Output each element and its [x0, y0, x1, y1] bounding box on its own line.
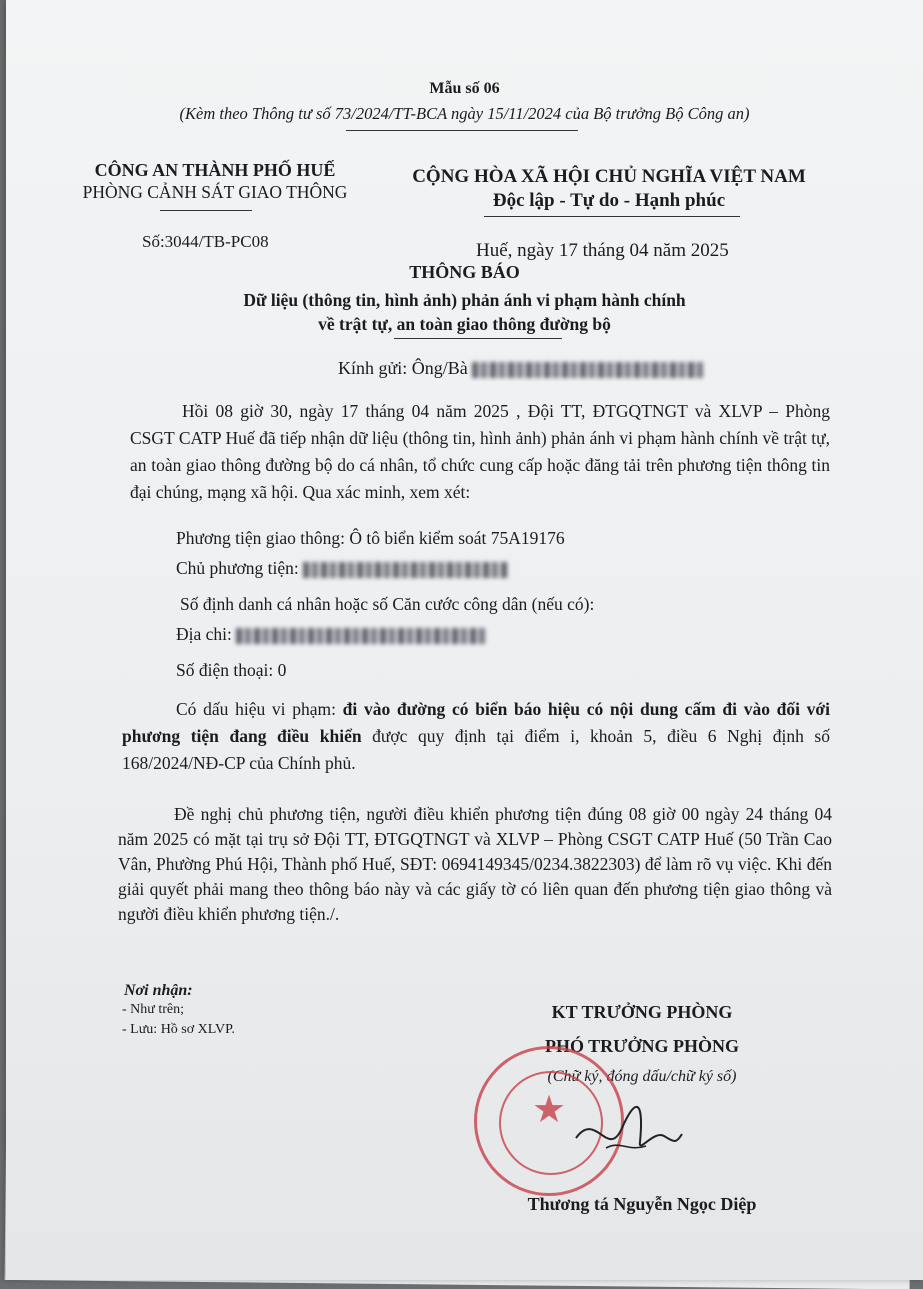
- id-field: Số định danh cá nhân hoặc số Căn cước công dân (nếu có):: [180, 594, 595, 614]
- redacted-name: [472, 362, 704, 378]
- notice-subtitle-2: về trật tự, an toàn giao thông đường bộ: [318, 314, 611, 334]
- document-number: Số:3044/TB-PC08: [142, 232, 269, 251]
- notice-subtitle-1: Dữ liệu (thông tin, hình ảnh) phản ánh vi phạm hành chính: [243, 290, 686, 310]
- form-number: Mẫu số 06: [429, 80, 500, 97]
- document-page: [6, 0, 923, 1280]
- signature-note: (Chữ ký, đóng dấu/chữ ký số): [547, 1068, 737, 1085]
- receiver-item: - Lưu: Hồ sơ XLVP.: [122, 1022, 235, 1037]
- vehicle-field: Phương tiện giao thông: Ô tô biển kiểm soát 75A19176: [176, 528, 565, 548]
- form-attached: (Kèm theo Thông tư số 73/2024/TT-BCA ngày 15/11/2024 của Bộ trưởng Bộ Công an): [179, 104, 750, 123]
- signature-title-1: KT TRƯỞNG PHÒNG: [551, 1002, 733, 1022]
- owner-field: [176, 558, 508, 579]
- owner-label: Chủ phương tiện:: [176, 558, 299, 578]
- violation-suffix: được quy định tại điểm i, khoản 5, điều 6 Nghị định số 168/2024/NĐ-CP của Chính phủ.: [122, 726, 830, 773]
- recipient-line: [338, 358, 704, 379]
- address-label: Địa chi:: [176, 624, 232, 644]
- violation-paragraph: [122, 696, 830, 777]
- signer-name: Thương tá Nguyễn Ngọc Diệp: [527, 1194, 757, 1214]
- request-paragraph: Đề nghị chủ phương tiện, người điều khiển phương tiện đúng 08 giờ 00 ngày 24 tháng 04 năm 2025 có mặt tại trụ sở Đội TT, ĐTGQTNGT và XLVP – Phòng CSGT CATP Huế (50 Trần Cao Vân, Phường Phú Hội, Thành phố Huế, SĐT: 0694149345/0234.3822303) để làm rõ vụ việc. Khi đến giải quyết phải mang theo thông báo này và các giấy tờ có liên quan đến phương tiện giao thông và người điều khiển phương tiện./.: [118, 804, 832, 924]
- handwritten-signature: [566, 1090, 686, 1170]
- motto-underline: [484, 216, 740, 217]
- phone-field: Số điện thoại: 0: [176, 660, 287, 680]
- receivers-heading: Nơi nhận:: [124, 982, 193, 999]
- title-underline: [394, 338, 562, 339]
- notice-title: THÔNG BÁO: [409, 262, 520, 282]
- address-field: [176, 624, 486, 645]
- recipient-label: Kính gửi: Ông/Bà: [338, 358, 468, 378]
- receiver-item: - Như trên;: [122, 1002, 185, 1017]
- agency-underline: [160, 210, 252, 211]
- nation-name: CỘNG HÒA XÃ HỘI CHỦ NGHĨA VIỆT NAM: [412, 166, 806, 187]
- star-icon: ★: [531, 1089, 567, 1131]
- agency-dept: PHÒNG CẢNH SÁT GIAO THÔNG: [82, 182, 348, 202]
- violation-text: đi vào đường có biển báo hiệu có nội dung cấm đi vào đối với phương tiện đang điều khiển: [122, 699, 830, 746]
- divider: [346, 130, 578, 131]
- signature-title-2: PHÓ TRƯỞNG PHÒNG: [544, 1036, 739, 1056]
- redacted-owner: [303, 562, 508, 578]
- intro-paragraph: Hồi 08 giờ 30, ngày 17 tháng 04 năm 2025 , Đội TT, ĐTGQTNGT và XLVP – Phòng CSGT CATP Huế đã tiếp nhận dữ liệu (thông tin, hình ảnh) phản ánh vi phạm hành chính về trật tự, an toàn giao thông đường bộ do cá nhân, tổ chức cung cấp hoặc đăng tải trên phương tiện thông tin đại chúng, mạng xã hội. Qua xác minh, xem xét:: [130, 401, 830, 502]
- nation-motto: Độc lập - Tự do - Hạnh phúc: [492, 190, 726, 211]
- issue-date: Huế, ngày 17 tháng 04 năm 2025: [476, 240, 729, 261]
- agency-name: CÔNG AN THÀNH PHỐ HUẾ: [94, 160, 336, 180]
- violation-prefix: Có dấu hiệu vi phạm:: [176, 699, 343, 719]
- redacted-address: [236, 628, 486, 644]
